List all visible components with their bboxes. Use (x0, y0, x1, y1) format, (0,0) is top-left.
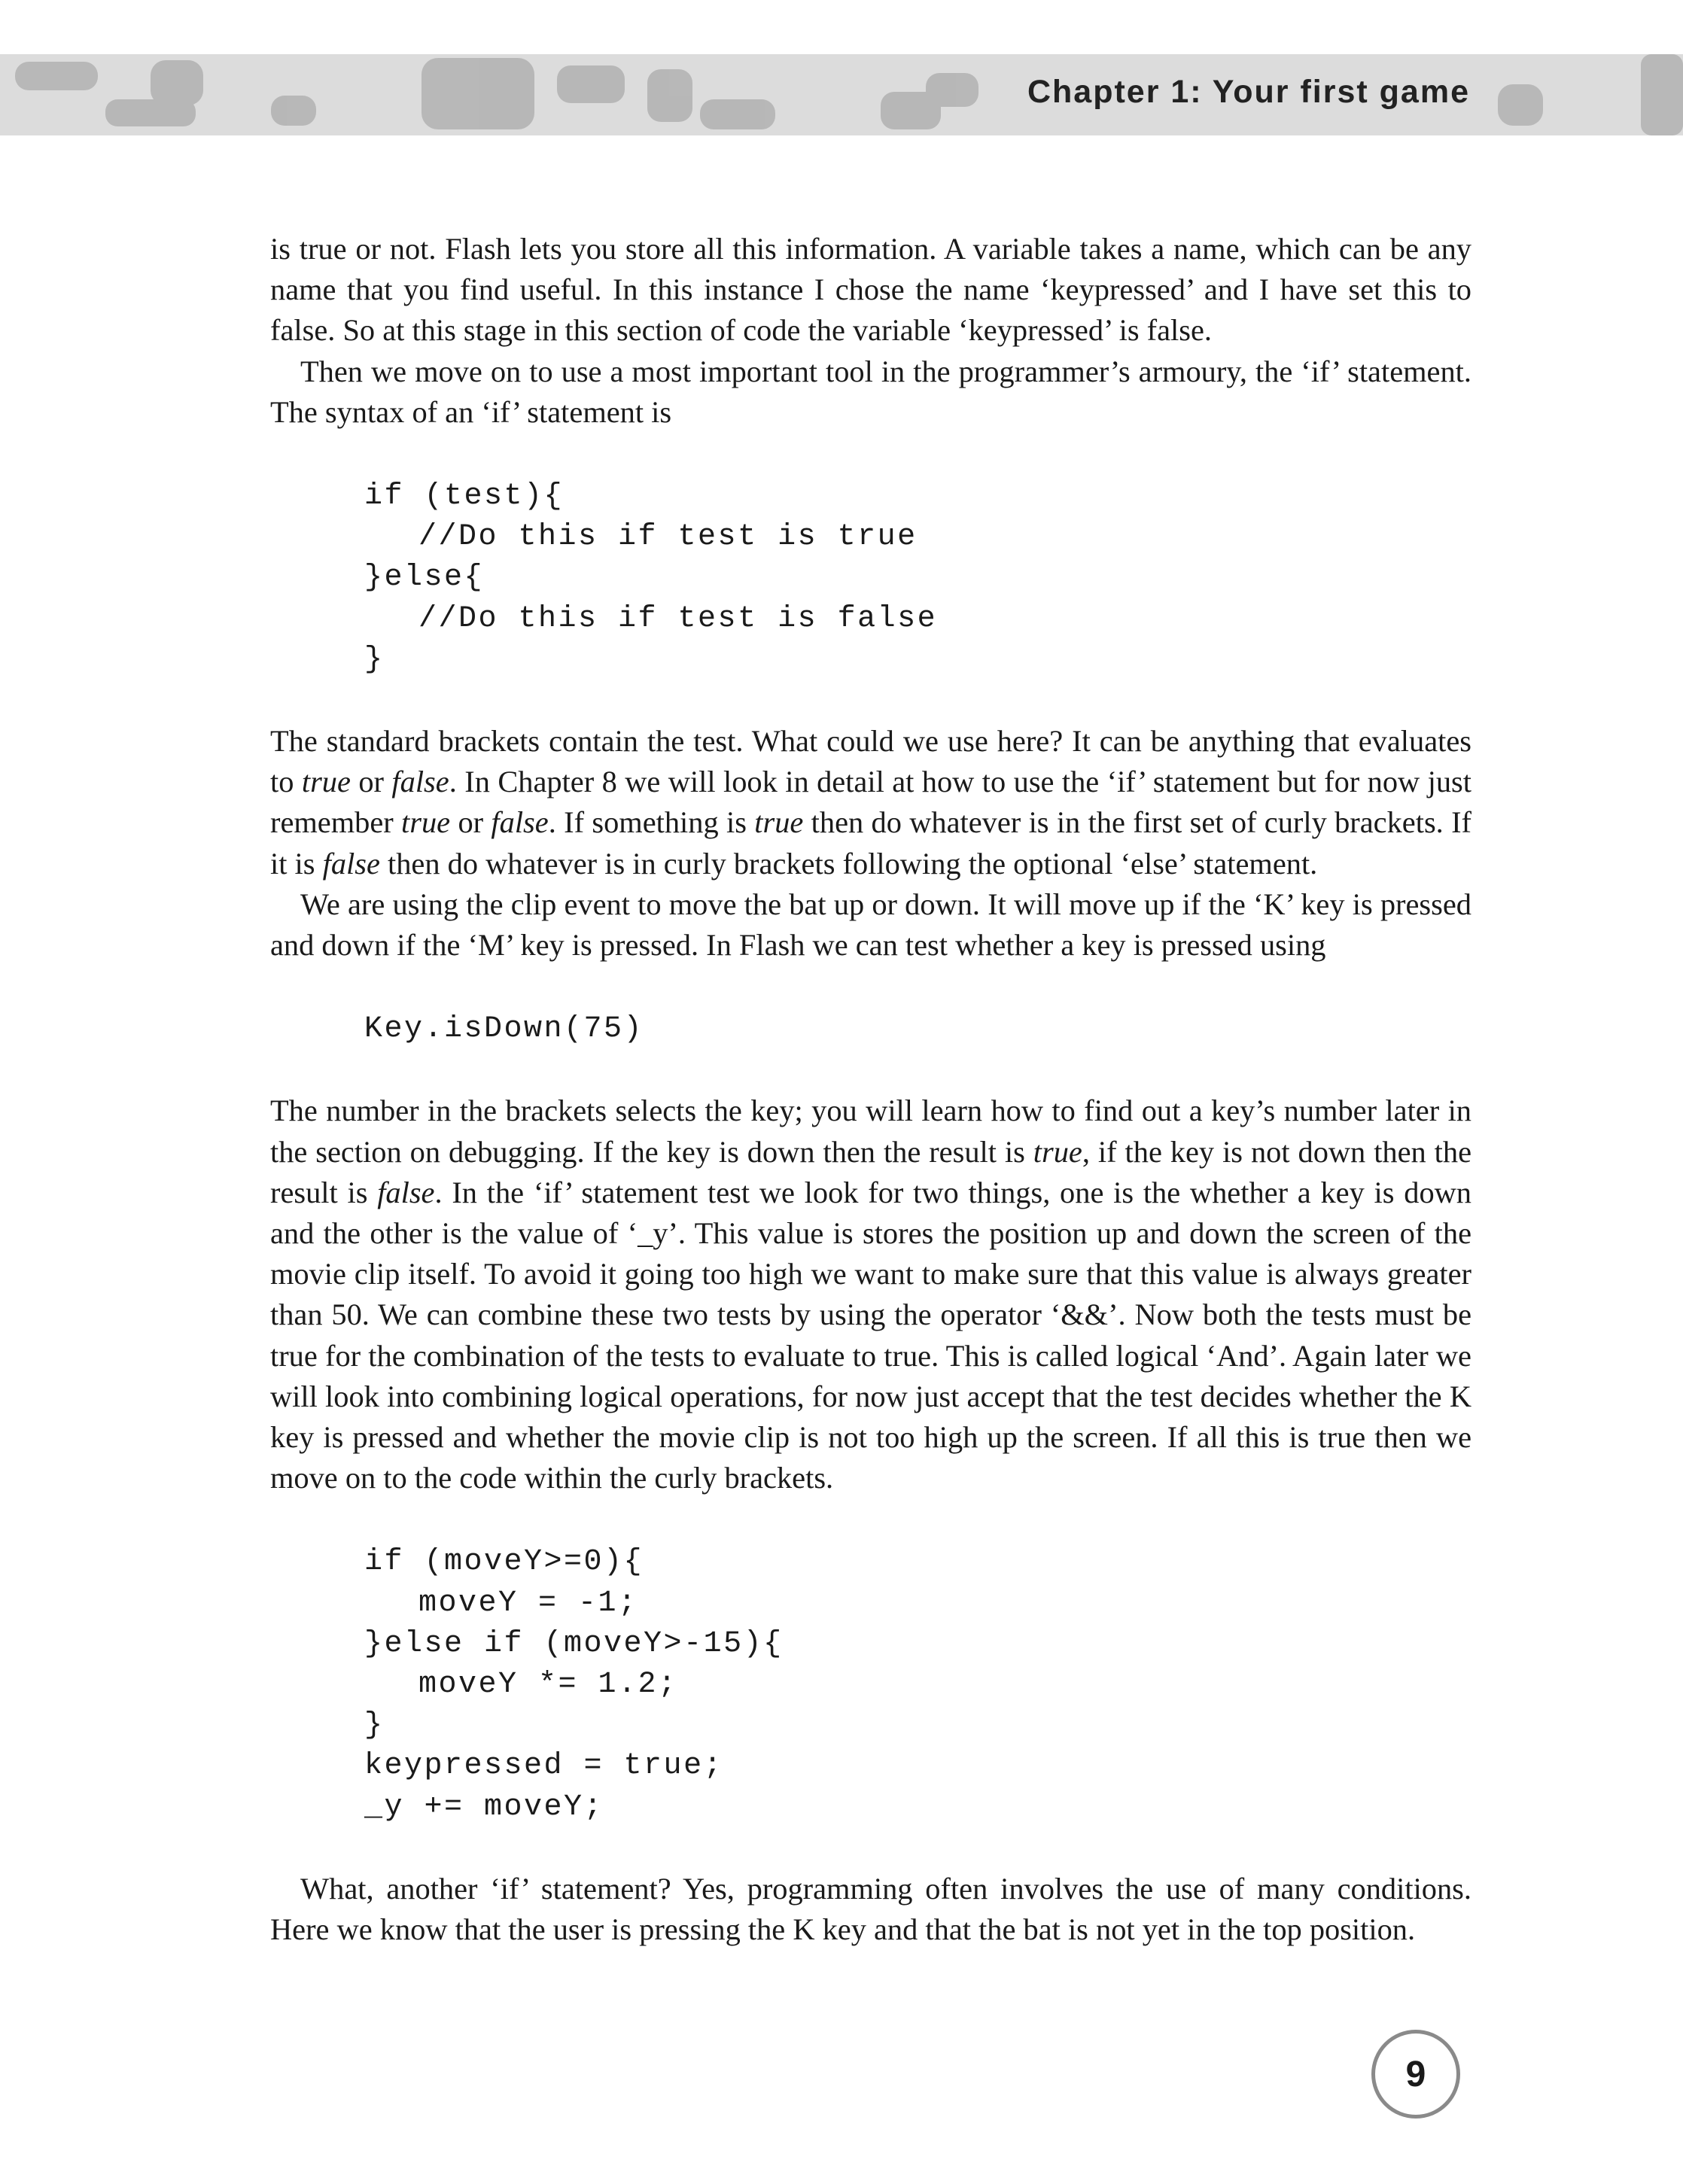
code-block-if-syntax (364, 476, 1471, 680)
code-line: moveY *= 1.2; (418, 1667, 678, 1702)
page-number-label: 9 (1405, 2054, 1426, 2094)
code-line: } (364, 1708, 385, 1743)
code-line: moveY = -1; (418, 1586, 638, 1620)
paragraph-6: What, another ‘if’ statement? Yes, programming often involves the use of many conditions. Here we know that the user is pressing the K key and that the bat is not yet in the top position. (270, 1871, 1471, 1946)
chapter-title: Chapter 1: Your first game (1027, 74, 1470, 110)
page-number (1371, 2030, 1460, 2119)
paragraph-1: is true or not. Flash lets you store all this information. A variable takes a name, which can be any name that you find useful. In this instance I chose the name ‘keypressed’ and I have set this to false. So at this stage in this section of code the variable ‘keypressed’ is false. (270, 232, 1471, 348)
code-line: //Do this if test is true (418, 520, 918, 555)
code-line: Key.isDown(75) (364, 1012, 644, 1047)
paragraph-2: Then we move on to use a most important tool in the programmer’s armoury, the ‘if’ statement. The syntax of an ‘if’ statement is (270, 354, 1471, 429)
code-line: _y += moveY; (364, 1790, 604, 1824)
code-line: } (364, 642, 385, 677)
paragraph-4: We are using the clip event to move the bat up or down. It will move up if the ‘K’ key is pressed and down if the ‘M’ key is pressed. In Flash we can test whether a key is pressed using (270, 887, 1471, 962)
code-line: }else{ (364, 561, 485, 595)
paragraph-3: The standard brackets contain the test. What could we use here? It can be anything that evaluates to true or false. In Chapter 8 we will look in detail at how to use the ‘if’ statement but for now just remember true or false. If something is true then do whatever is in the first set of curly brackets. If it is false then do whatever is in curly brackets following the optional ‘else’ statement. (270, 723, 1471, 881)
code-line: if (test){ (364, 479, 565, 514)
code-line: if (moveY>=0){ (364, 1545, 644, 1580)
paragraph-5: The number in the brackets selects the key; you will learn how to find out a key’s number later in the section on debugging. If the key is down then the result is true, if the key is not down then the result is false. In the ‘if’ statement test we look for two things, one is the whether a key is down and the other is the value of ‘_y’. This value is stores the position up and down the screen of the movie clip itself. To avoid it going too high we want to make sure that this value is always greater than 50. We can combine these two tests by using the operator ‘&&’. Now both the tests must be true for the combination of the tests to evaluate to true. This is called logical ‘And’. Again later we will look into combining logical operations, for now just accept that the test decides whether the K key is pressed and whether the movie clip is not too high up the screen. If all this is true then we move on to the code within the curly brackets. (270, 1094, 1472, 1495)
code-line: //Do this if test is false (418, 601, 938, 636)
code-block-keydown (364, 1009, 1471, 1050)
code-block-movey (364, 1542, 1471, 1827)
code-line: }else if (moveY>-15){ (364, 1626, 784, 1661)
page-body (270, 229, 1471, 1950)
code-line: keypressed = true; (364, 1749, 724, 1784)
